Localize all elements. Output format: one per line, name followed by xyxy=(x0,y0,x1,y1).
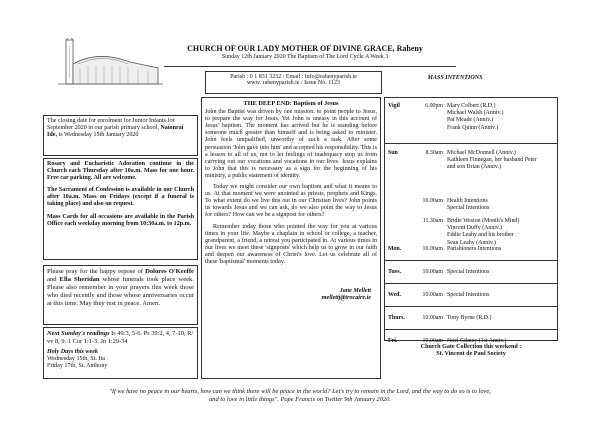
mass-intention-name: Special Intentions xyxy=(447,292,490,298)
mass-intention-name: Tony Byrne (R.D.) xyxy=(447,315,492,321)
mass-intentions-box xyxy=(384,97,558,344)
row-divider xyxy=(385,143,557,144)
readings-label: Next Sunday's readings xyxy=(47,330,110,337)
mass-intention-name: Special Intentions xyxy=(447,205,490,212)
quote-line: "If we have no peace in our hearts, how can we think there will be peace in the world? Let's try to remain in the Lord, and the way to do so is to love, xyxy=(109,388,491,395)
mass-day: Fri. xyxy=(388,338,398,344)
page-subtitle: Sunday 12th January 2020 The Baptism of The Lord Cycle A Week 3 xyxy=(221,54,389,60)
mass-intention-name: Pat Meade (Anniv.) xyxy=(447,117,494,124)
mass-time: 11.30am xyxy=(422,218,443,224)
reflection-paragraph: Remember today those who pointed the way for you at various times in your life. Maybe a chaplain in school or college, a teacher, grandparent, a friend, a retreat you participated in. At various times in our lives we meet these 'signposts' which help us to grow in our faith and deepen our awareness of Christ's love. Let us celebrate all of these 'baptismal' moments today. xyxy=(205,223,377,265)
church-sketch-icon xyxy=(58,38,163,86)
mass-intention-name: Kathleen Finnegan, her husband Peter xyxy=(447,157,537,164)
row-divider xyxy=(385,283,557,284)
page-title: CHURCH OF OUR LADY MOTHER OF DIVINE GRACE, Raheny xyxy=(187,44,423,53)
mass-day: Tues. xyxy=(388,269,402,275)
mass-intention-name: Bridie Weston (Month's Mind) xyxy=(447,218,520,224)
mass-intention-name: Noel Gibney (1st Anniv.) xyxy=(447,338,507,344)
mass-day: Sun xyxy=(388,150,398,156)
mass-cards-notice: Mass Cards for all occasions are available in the Parish Office each weekday morning from 10:30a.m. to 12p.m. xyxy=(47,213,194,227)
mass-time: 10.00am xyxy=(422,198,443,204)
mass-intention-name: Parishioners Intentions xyxy=(447,246,502,252)
mass-day: Wed. xyxy=(388,292,401,298)
reflection-paragraph: John the Baptist was driven by one mission: to point people to Jesus, to prepare the way for Jesus. Yet John is uneasy in this account of Jesus' baptism. The moment has arrived but he is standing before someone much greater than himself and is being asked to minister. John feels unqualified, unworthy of such a task. After some persuasion 'John gave into him' and accepted his responsibility. This is a lesson to all of us, not to let feelings of inadequacy stop us from carrying out our vocations and vocations in our lives. Jesus explains to John that this is necessary as a sign for the beginning of his ministry, a public statement of identity. xyxy=(205,109,377,179)
reflection-paragraph: Today we might consider our own baptism and what it means to us. At that moment we were anointed as priests, prophets and Kings. To what extent do we live this out in our Christian lives? John points us towards Jesus and we can ask, do we also point the way to Jesus for others? How can we be a signpost for others? xyxy=(205,184,377,219)
mass-time: 10.00am xyxy=(422,338,443,344)
mass-intention-name: and son Brian (Anniv.) xyxy=(447,164,501,171)
mass-intention-name: Sean Leahy (Anniv.) xyxy=(447,239,496,246)
repose-text-and: and xyxy=(47,275,60,283)
mass-day: Vigil xyxy=(388,103,400,109)
collection-charity: St. Vincent de Paul Society xyxy=(436,351,506,357)
header-rule xyxy=(164,66,456,67)
mass-time: 6.00pm xyxy=(425,103,443,109)
mass-intention-name: Mary Colbert (R.D.) xyxy=(447,103,496,109)
mass-intention-name: Frank Quinn (Anniv.) xyxy=(447,124,499,131)
mass-intention-name: Health Intentions xyxy=(447,198,488,204)
closing-quote xyxy=(40,388,560,405)
adoration-box xyxy=(43,158,198,260)
repose-text: Please pray for the happy repose of xyxy=(47,268,146,275)
mass-intention-name: Michael Walsh (Anniv.) xyxy=(447,110,504,117)
mass-time: 8.30am xyxy=(425,150,443,156)
row-divider xyxy=(385,329,557,330)
school-name: Naíonraí Ide, xyxy=(47,125,184,139)
mass-time: 10.00am xyxy=(422,246,443,252)
mass-intention-name: Special Intentions xyxy=(447,269,490,275)
row-divider xyxy=(385,306,557,307)
mass-day: Thurs. xyxy=(388,315,405,321)
reflection-box xyxy=(201,97,381,379)
reflection-author: Jane Mellett xyxy=(339,288,371,295)
deceased-name: Ella Sheridan xyxy=(59,275,100,283)
confession-notice: The Sacrament of Confession is available in our Church after 10a.m. Mass on Fridays (except if a funeral is taking place) and also on request. xyxy=(47,187,194,208)
enrolment-text: The closing date for enrolment for Junior Infants for September 2020 in our parish primary school, xyxy=(47,118,175,132)
rosary-notice: Rosary and Eucharistic Adoration continue in the Church each Thursday after 10a.m. Mass for one hour. Free car parking. All are welcome. xyxy=(47,161,194,182)
collection-heading: Church Gate Collection this weekend : xyxy=(420,344,522,350)
holy-days-label: Holy Days this week xyxy=(47,348,98,355)
enrolment-box xyxy=(43,115,198,156)
mass-intention-name: Eddie Leahy and his brother xyxy=(447,232,514,239)
mass-intentions-title: MASS INTENTIONS xyxy=(427,75,483,81)
quote-line: and to love in little things". Pope Francis on Twitter 9th January 2020. xyxy=(209,396,391,404)
holy-day-item: Wednesday 15th, St. Ita xyxy=(47,355,105,362)
parish-contact-line: Parish : 0 1 831 3232 / Email : info@rahenyparish.ie xyxy=(230,74,357,80)
enrolment-date: is Wednesday 15th January 2020 xyxy=(57,132,139,139)
mass-intention-name: Vincent Duffy (Anniv.) xyxy=(447,225,502,232)
holy-day-item: Friday 17th, St. Anthony xyxy=(47,362,108,369)
readings-box xyxy=(43,327,198,379)
repose-text-rest: whose funerals took place week. Please also remember in your prayers this week those who died recently and those whose anniversaries occur at this time. May they rest in peace. Amen. xyxy=(47,275,194,307)
repose-box xyxy=(43,265,198,325)
mass-day: Mon. xyxy=(388,246,402,252)
mass-time: 10.00am xyxy=(422,292,443,298)
mass-intention-name: Michael McDonnell (Anniv.) xyxy=(447,150,516,156)
church-illustration xyxy=(58,38,163,86)
parish-contact-box xyxy=(205,71,382,94)
readings-text: Is 49:3, 5-6. Ps 39:2, 4, 7-10, R/ vv 8, 9. 1 Cor 1:1-3. Jn 1:29-34 xyxy=(47,330,194,345)
row-divider xyxy=(385,260,557,261)
mass-time: 10.00am xyxy=(422,269,443,275)
deceased-name: Dolores O'Keeffe xyxy=(145,268,194,275)
reflection-email: mellettj@trocaire.ie xyxy=(321,295,371,302)
reflection-title: THE DEEP END: Baptism of Jesus xyxy=(243,100,339,107)
mass-time: 10.00am xyxy=(422,315,443,321)
parish-web-line: www. rahenyparish.ie / Issue No. 1123 xyxy=(246,80,341,86)
